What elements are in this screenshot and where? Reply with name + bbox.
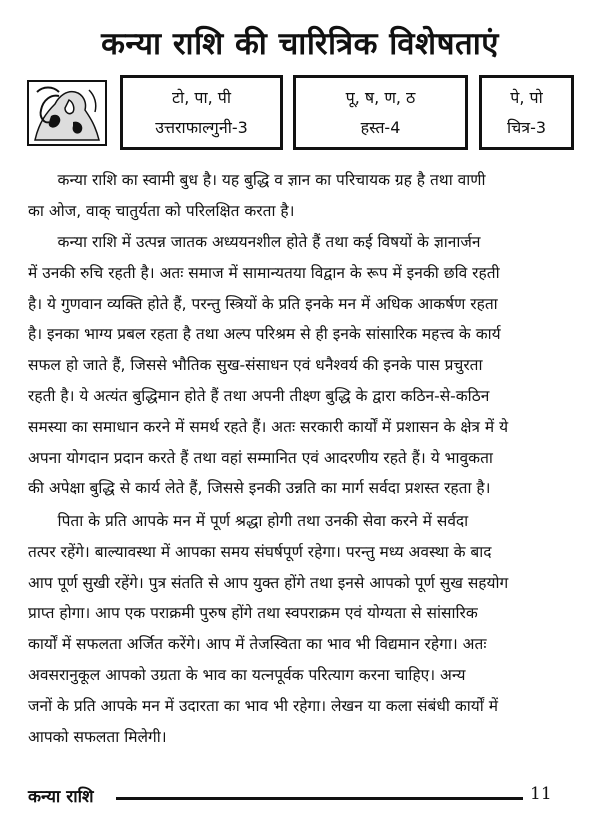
text-line: कन्या राशि का स्वामी बुध है। यह बुद्धि व ज्ञान का परिचायक ग्रह है तथा वाणी <box>28 171 486 189</box>
page-number: 11 <box>530 784 552 804</box>
text-line: अवसरानुकूल आपको उग्रता के भाव का यत्नपूर्वक परित्याग करना चाहिए। अन्य <box>28 665 466 684</box>
text-line: तत्पर रहेंगे। बाल्यावस्था में आपका समय संघर्षपूर्ण रहेगा। परन्तु मध्य अवस्था के बाद <box>28 542 492 561</box>
text-line: की अपेक्षा बुद्धि से कार्य लेते हैं, जिससे इनकी उन्नति का मार्ग सर्वदा प्रशस्त रहता है। <box>28 479 491 498</box>
footer-section-title: कन्या राशि <box>28 787 94 807</box>
nakshatra-box-1 <box>120 75 283 150</box>
text-line: समस्या का समाधान करने में समर्थ रहते हैं। अतः सरकारी कार्यों में प्रशासन के क्षेत्र में ये <box>28 417 509 436</box>
text-line: है। ये गुणवान व्यक्ति होते हैं, परन्तु स्त्रियों के प्रति इनके मन में अधिक आकर्षण रहता <box>28 294 498 313</box>
text-line: अपना योगदान प्रदान करते हैं तथा वहां सम्मानित एवं आदरणीय रहते हैं। ये भावुकता <box>28 448 493 467</box>
footer-rule <box>116 797 523 800</box>
text-line: पिता के प्रति आपके मन में पूर्ण श्रद्धा होगी तथा उनकी सेवा करने में सर्वदा <box>28 512 469 530</box>
text-line: सफल हो जाते हैं, जिससे भौतिक सुख-संसाधन एवं धनैश्वर्य की इनके पास प्रचुरता <box>28 356 483 375</box>
text-line: है। इनका भाग्य प्रबल रहता है तथा अल्प परिश्रम से ही इनके सांसारिक महत्त्व के कार्य <box>28 325 501 344</box>
virgo-maiden-icon <box>27 80 107 146</box>
nakshatra-box-2 <box>293 75 468 150</box>
paragraph-nature <box>28 227 580 504</box>
virgo-illustration <box>29 82 105 144</box>
nakshatra-text: हस्त-4 <box>360 117 401 137</box>
text-line: में उनकी रुचि रहती है। अतः समाज में सामान्यतया विद्वान के रूप में इनकी छवि रहती <box>28 263 500 282</box>
syllables-text: पे, पो <box>510 87 543 107</box>
text-line: आपको सफलता मिलेगी। <box>28 727 167 746</box>
syllables-text: टो, पा, पी <box>171 87 232 107</box>
text-line: रहती है। ये अत्यंत बुद्धिमान होते हैं तथा अपनी तीक्ष्ण बुद्धि के द्वारा कठिन-से-कठिन <box>28 386 490 405</box>
nakshatra-box-3 <box>479 75 574 150</box>
syllables-text: पू, ष, ण, ठ <box>345 87 416 107</box>
paragraph-lord <box>28 165 580 227</box>
text-line: कन्या राशि में उत्पन्न जातक अध्ययनशील होते हैं तथा कई विषयों के ज्ञानार्जन <box>28 233 481 251</box>
text-line: का ओज, वाक् चातुर्यता को परिलक्षित करता है। <box>28 201 295 220</box>
nakshatra-text: उत्तराफाल्गुनी-3 <box>155 117 248 137</box>
text-line: प्राप्त होगा। आप एक पराक्रमी पुरुष होंगे तथा स्वपराक्रम एवं योग्यता से सांसारिक <box>28 604 478 623</box>
page-title: कन्या राशि की चारित्रिक विशेषताएं <box>101 26 499 62</box>
text-line: कार्यों में सफलता अर्जित करेंगे। आप में तेजस्विता का भाव भी विद्यमान रहेगा। अतः <box>28 635 487 654</box>
text-line: आप पूर्ण सुखी रहेंगे। पुत्र संतति से आप युक्त होंगे तथा इनसे आपको पूर्ण सुख सहयोग <box>28 573 509 592</box>
paragraph-life <box>28 506 580 752</box>
text-line: जनों के प्रति आपके मन में उदारता का भाव भी रहेगा। लेखन या कला संबंधी कार्यों में <box>28 696 498 715</box>
nakshatra-text: चित्र-3 <box>506 117 547 137</box>
